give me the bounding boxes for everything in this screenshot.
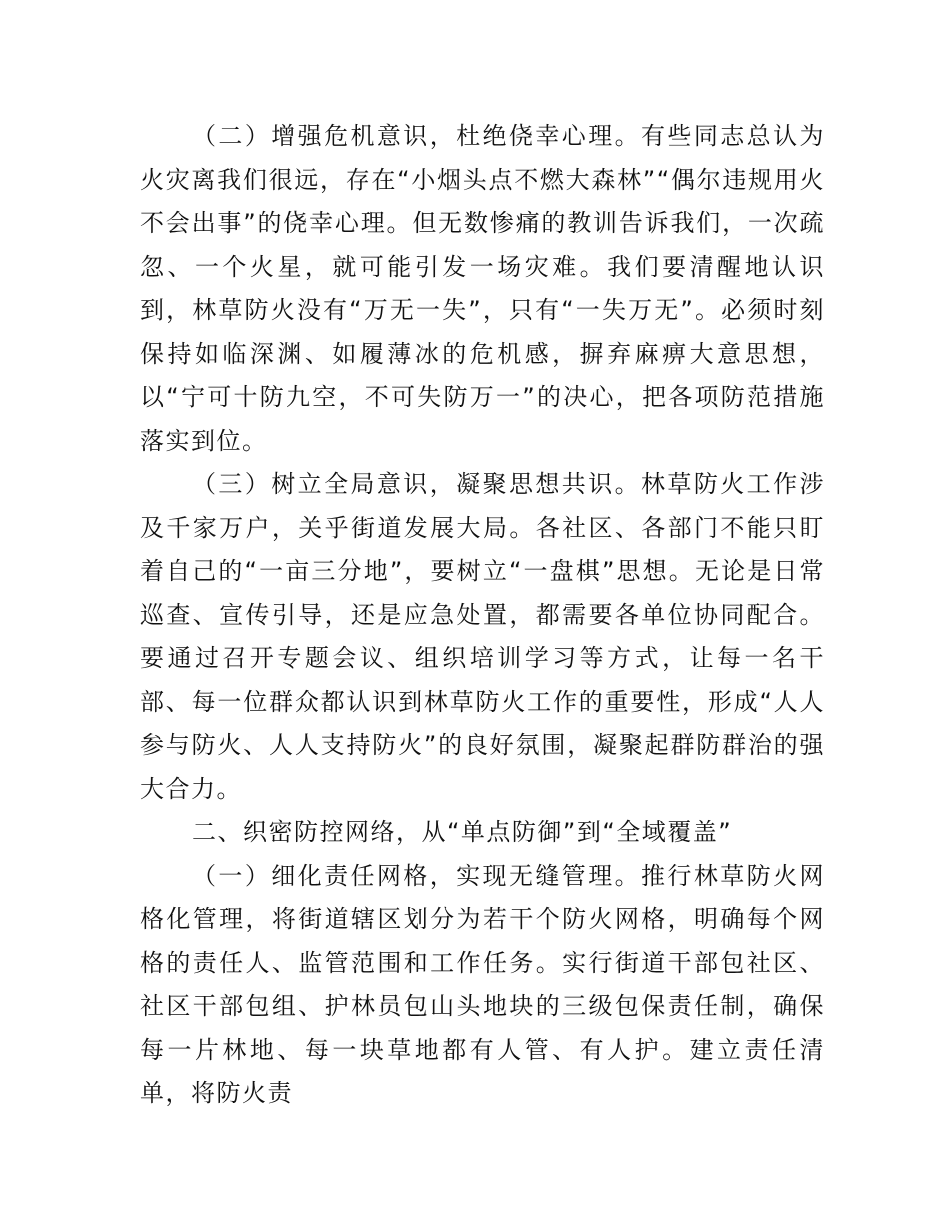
- paragraph-overall-awareness: （三）树立全局意识，凝聚思想共识。林草防火工作涉及千家万户，关乎街道发展大局。各社区、各部门不能只盯着自己的“一亩三分地”，要树立“一盘棋”思想。无论是日常巡查、宣传引导，还是应急处置，都需要各单位协同配合。要通过召开专题会议、组织培训学习等方式，让每一名干部、每一位群众都认识到林草防火工作的重要性，形成“人人参与防火、人人支持防火”的良好氛围，凝聚起群防群治的强大合力。: [140, 470, 825, 803]
- document-body: [140, 115, 825, 1116]
- paragraph-crisis-awareness: （二）增强危机意识，杜绝侥幸心理。有些同志总认为火灾离我们很远，存在“小烟头点不燃大森林”“偶尔违规用火不会出事”的侥幸心理。但无数惨痛的教训告诉我们，一次疏忽、一个火星，就可能引发一场灾难。我们要清醒地认识到，林草防火没有“万无一失”，只有“一失万无”。必须时刻保持如临深渊、如履薄冰的危机感，摒弃麻痹大意思想，以“宁可十防九空，不可失防万一”的决心，把各项防范措施落实到位。: [140, 122, 825, 455]
- paragraph-responsibility-grid: （一）细化责任网格，实现无缝管理。推行林草防火网格化管理，将街道辖区划分为若干个防火网格，明确每个网格的责任人、监管范围和工作任务。实行街道干部包社区、社区干部包组、护林员包山头地块的三级包保责任制，确保每一片林地、每一块草地都有人管、有人护。建立责任清单，将防火责: [140, 861, 825, 1107]
- section-heading-prevention-network: 二、织密防控网络，从“单点防御”到“全域覆盖”: [192, 818, 733, 846]
